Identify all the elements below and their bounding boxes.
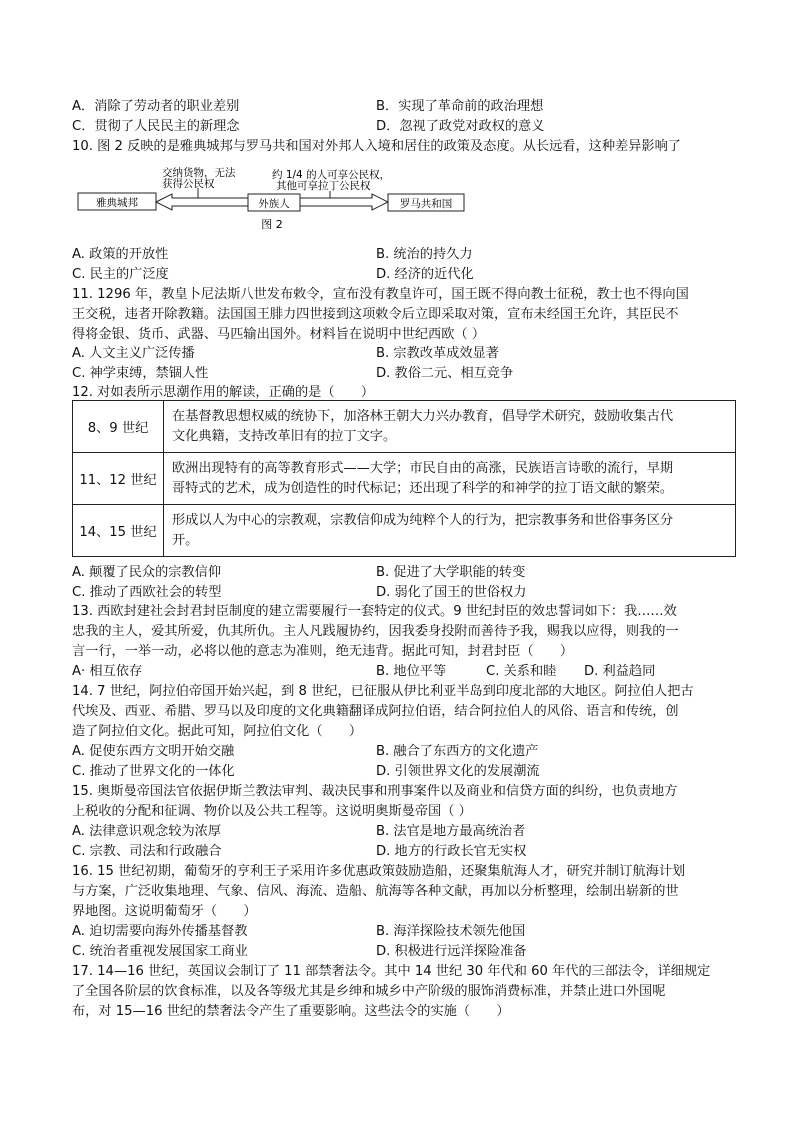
q9-option-c: C．贯彻了人民民主的新理念 [72,119,240,134]
table-period-cell: 11、12 世纪 [73,453,164,505]
table-content-line: 在基督教思想权威的统协下，加洛林王朝大力兴办教育，倡导学术研究，鼓励收集古代 [172,408,674,424]
table-row [73,401,736,453]
table-content-line: 形成以人为中心的宗教观，宗教信仰成为纯粹个人的行为，把宗教事务和世俗事务区分 [172,512,674,528]
figure-left-note-2: 获得公民权 [162,178,215,190]
table-row [73,453,736,505]
q15-option-a: A. 法律意识观念较为浓厚 [72,824,222,839]
q15-option-d: D. 地方的行政长官无实权 [376,844,527,859]
q14-option-d: D. 引领世界文化的发展潮流 [376,764,540,779]
table-content-cell [164,505,736,557]
q13-option-a: A· 相互依存 [72,664,143,679]
q15-line-1: 15. 奥斯曼帝国法官依据伊斯兰教法审判、裁决民事和刑事案件以及商业和信贷方面的纠纷，也负责地方 [72,784,678,799]
box-athens-label: 雅典城邦 [96,197,138,209]
table-content-line: 欧洲出现特有的高等教育形式——大学；市民自由的高涨，民族语言诗歌的流行，早期 [172,460,674,476]
q10-stem: 10. 图 2 反映的是雅典城邦与罗马共和国对外邦人入境和居住的政策及态度。从长远看，这种差异影响了 [72,139,681,154]
q11-line-3: 得将金银、货币、武器、马匹输出国外。材料旨在说明中世纪西欧（ ） [72,327,486,342]
table-content-line: 文化典籍，支持改革旧有的拉丁文字。 [172,428,397,444]
q12-table [72,400,736,557]
q11-option-c: C. 神学束缚，禁锢人性 [72,366,209,381]
figure-right-note-2: 其他可享拉丁公民权 [276,180,371,192]
table-content-cell [164,453,736,505]
q14-line-1: 14. 7 世纪，阿拉伯帝国开始兴起，到 8 世纪，已征服从伊比利亚半岛到印度北部的大地区。阿拉伯人把古 [72,684,694,699]
q13-option-c: C. 关系和睦 [486,664,557,679]
q10-option-b: B. 统治的持久力 [376,247,473,262]
q17-line-3: 布，对 15—16 世纪的禁奢法令产生了重要影响。这些法令的实施（ ） [72,1004,510,1019]
q15-line-2: 上税收的分配和征调、物价以及公共工程等。这说明奥斯曼帝国（ ） [72,804,472,819]
q17-line-1: 17. 14—16 世纪，英国议会制订了 11 部禁奢法令。其中 14 世纪 30 年代和 60 年代的三部法令，详细规定 [72,964,711,979]
q12-option-b: B. 促进了大学职能的转变 [376,565,526,580]
q16-line-3: 界地图。这说明葡萄牙（ ） [72,904,257,919]
q11-line-1: 11. 1296 年，教皇卜尼法斯八世发布敕令，宣布没有教皇许可，国王既不得向教士征税，教士也不得向国 [72,287,689,302]
q16-line-2: 与方案，广泛收集地理、气象、信风、海流、造船、航海等各种文献，再加以分析整理，绘制出崭新的世 [72,884,679,899]
table-content-cell [164,401,736,453]
q16-option-c: C. 统治者重视发展国家工商业 [72,944,248,959]
q9-option-b: B．实现了革命前的政治理想 [376,99,544,114]
figure-2-diagram [72,166,512,236]
q11-line-2: 王交税，违者开除教籍。法国国王腓力四世接到这项敕令后立即采取对策，宣布未经国王允许，其臣民不 [72,307,679,322]
table-content-line: 开。 [172,532,199,548]
q16-option-b: B. 海洋探险技术领先他国 [376,924,526,939]
figure-caption: 图 2 [261,218,283,231]
table-content-line: 哥特式的艺术，成为创造性的时代标记；还出现了科学的和神学的拉丁语文献的繁荣。 [172,480,674,496]
arrow-right [300,194,388,210]
q9-option-a: A．消除了劳动者的职业差别 [72,99,240,114]
arrow-left [156,194,248,210]
q14-option-a: A. 促使东西方文明开始交融 [72,744,235,759]
q13-line-3: 言一行，一举一动，必将以他的意志为准则，绝无违背。据此可知，封君封臣（ ） [72,644,574,659]
table-period-cell: 14、15 世纪 [73,505,164,557]
q9-option-d: D．忽视了政党对政权的意义 [376,119,545,134]
q13-line-2: 忠我的主人，爱其所爱，仇其所仇。主人凡践履协约，因我委身投附而善待予我，赐我以应得，则我的一 [72,624,679,639]
q13-option-b: B. 地位平等 [376,664,447,679]
q12-option-c: C. 推动了西欧社会的转型 [72,585,222,600]
q10-option-d: D. 经济的近代化 [376,267,474,282]
figure-right-note-1: 约 1/4 的人可享公民权， [272,169,391,181]
q10-option-a: A. 政策的开放性 [72,247,169,262]
q12-stem: 12. 对如表所示思潮作用的解读，正确的是（ ） [72,385,375,400]
table-period-cell: 8、9 世纪 [73,401,164,453]
q11-option-a: A. 人文主义广泛传播 [72,346,195,361]
q15-option-b: B. 法官是地方最高统治者 [376,824,526,839]
q15-option-c: C. 宗教、司法和行政融合 [72,844,222,859]
q14-option-c: C. 推动了世界文化的一体化 [72,764,235,779]
q16-line-1: 16. 15 世纪初期，葡萄牙的亨利王子采用许多优惠政策鼓励造船，还聚集航海人才，研究并制订航海计划 [72,864,686,879]
box-rome-label: 罗马共和国 [399,198,453,210]
q13-line-1: 13. 西欧封建社会封君封臣制度的建立需要履行一套特定的仪式。9 世纪封臣的效忠誓词如下：我……效 [72,604,677,619]
q14-option-b: B. 融合了东西方的文化遗产 [376,744,539,759]
q13-option-d: D. 利益趋同 [584,664,656,679]
q14-line-3: 造了阿拉伯文化。据此可知，阿拉伯文化（ ） [72,724,363,739]
q11-option-d: D. 教俗二元、相互竞争 [376,366,514,381]
q16-option-a: A. 迫切需要向海外传播基督教 [72,924,248,939]
q12-option-d: D. 弱化了国王的世俗权力 [376,585,527,600]
q12-option-a: A. 颠覆了民众的宗教信仰 [72,565,222,580]
q10-option-c: C. 民主的广泛度 [72,267,169,282]
q17-line-2: 了全国各阶层的饮食标准，以及各等级尤其是乡绅和城乡中产阶级的服饰消费标准，并禁止进口外国呢 [72,984,666,999]
figure-left-note-1: 交纳货物，无法 [162,167,236,179]
q11-option-b: B. 宗教改革成效显著 [376,346,499,361]
box-foreigners-label: 外族人 [258,198,290,210]
table-row [73,505,736,557]
q16-option-d: D. 积极进行远洋探险准备 [376,944,527,959]
q14-line-2: 代埃及、西亚、希腊、罗马以及印度的文化典籍翻译成阿拉伯语，结合阿拉伯人的风俗、语言和传统，创 [72,704,679,719]
